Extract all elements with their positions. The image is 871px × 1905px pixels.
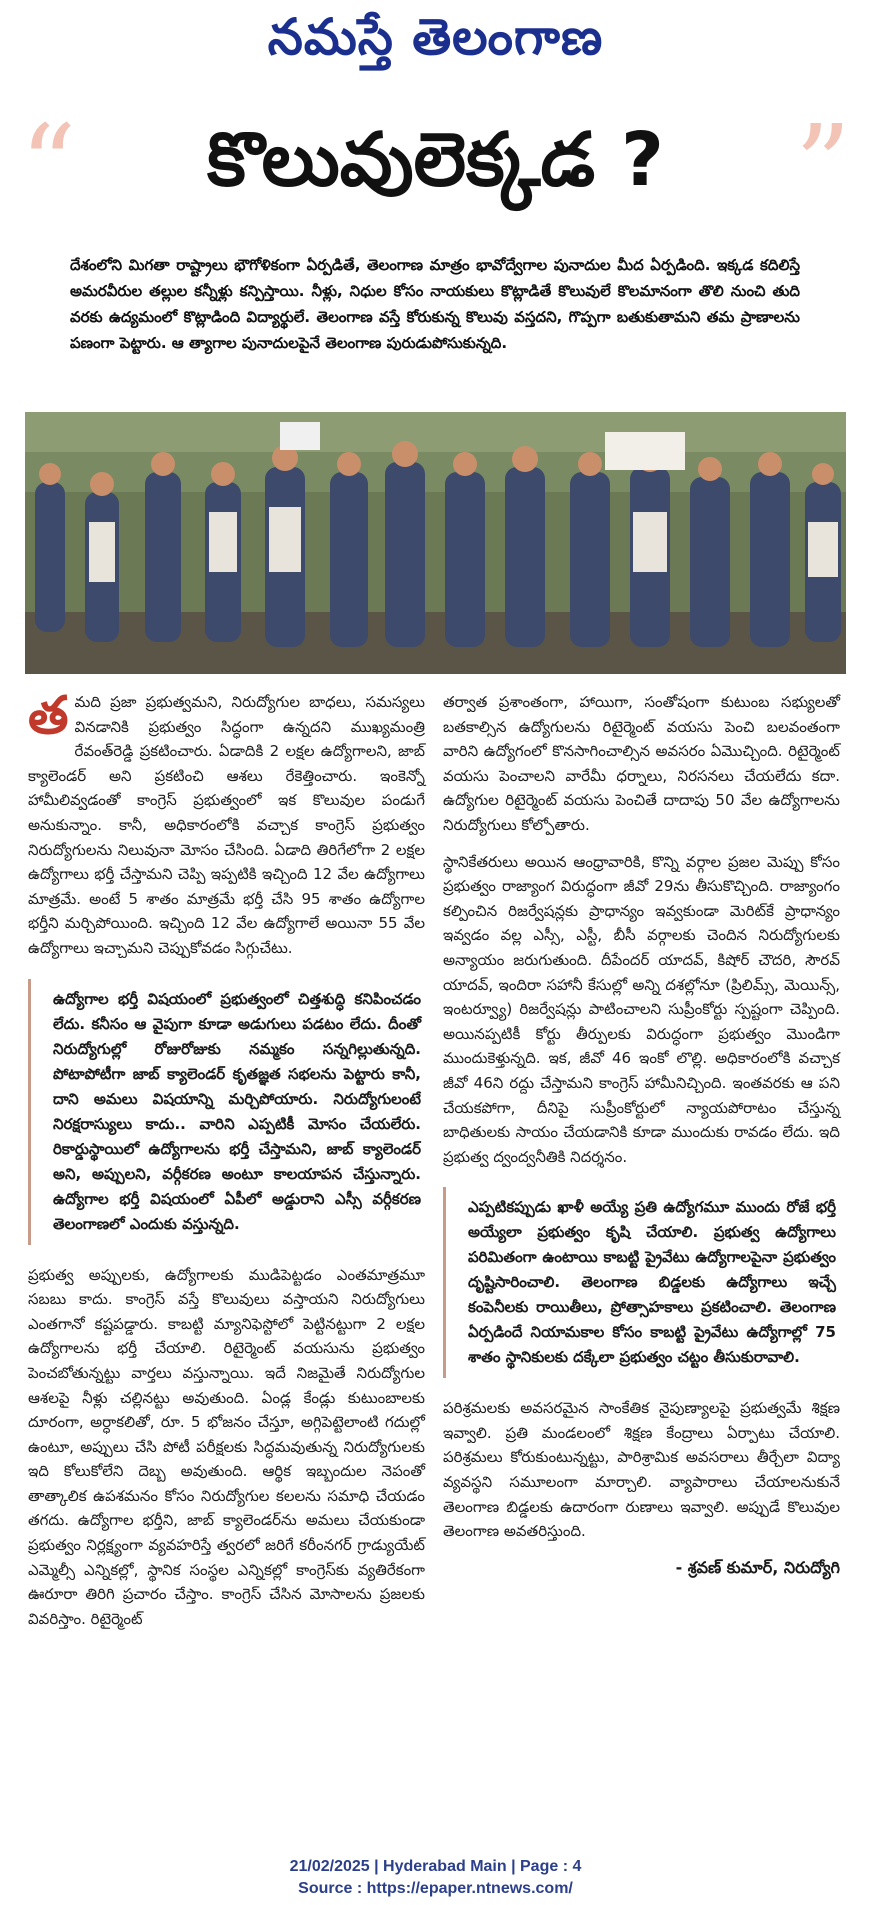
drop-cap: త <box>28 686 69 746</box>
intro-paragraph: దేశంలోని మిగతా రాష్ట్రాలు భౌగోళికంగా ఏర్పడితే, తెలంగాణ మాత్రం భావోద్వేగాల పునాదుల మీద ఏర్పడింది. ఇక్కడ కదిలిస్తే అమరవీరుల తల్లుల కన్నీళ్లు కన్పిస్తాయి. నీళ్లు, నిధుల కోసం నాయకులు కొట్లాడితే కొలువులే కొలమానంగా తొలి నుంచి తుది వరకు ఉద్యమంలో కొట్లాడింది విద్యార్థులే. తెలంగాణ వస్తే కోరుకున్న కొలువు వస్తదని, గొప్పగా బతుకుతామని తమ ప్రాణాలను పణంగా పెట్టారు. ఆ త్యాగాల పునాదులపైనే తెలంగాణ పురుడుపోసుకున్నది. <box>70 256 800 352</box>
pull-quote: ఉద్యోగాల భర్తీ విషయంలో ప్రభుత్వంలో చిత్తశుద్ధి కనిపించడం లేదు. కనీసం ఆ వైపుగా కూడా అడుగులు పడటం లేదు. దీంతో నిరుద్యోగుల్లో రోజురోజుకు నమ్మకం సన్నగిల్లుతున్నది. పోటాపోటీగా జాబ్ క్యాలెండర్ కృతజ్ఞత సభలను పెట్టారు కానీ, దాని అమలు విషయాన్ని మర్చిపోయారు. నిరుద్యోగులంటే నిరక్షరాస్యులు కాదు.. వారిని ఎప్పటికీ మోసం చేయలేరు. రికార్డుస్థాయిలో ఉద్యోగాలను భర్తీ చేస్తామని, జాబ్ క్యాలెండర్ అని, అప్పులని, వర్గీకరణ అంటూ కాలయాపన చేస్తున్నారు. ఉద్యోగాల భర్తీ విషయంలో ఏపీలో అడ్డురాని ఎస్సీ వర్గీకరణ తెలంగాణలో ఎందుకు వస్తున్నది. <box>28 979 425 1245</box>
author-byline: - శ్రవణ్ కుమార్, నిరుద్యోగి <box>675 1557 840 1577</box>
open-quote-mark: “ <box>20 101 77 229</box>
article-column-left <box>28 686 425 1643</box>
paragraph: తర్వాత ప్రశాంతంగా, హాయిగా, సంతోషంగా కుటుంబ సభ్యులతో బతకాల్సిన ఉద్యోగులను రిటైర్మెంట్ వయసు పెంచి బలవంతంగా వారిని ఉద్యోగంలో కొనసాగించాల్సిన అవసరం ఏమొచ్చింది. రిటైర్మెంట్ వయసు పెంచాలని వారేమీ ధర్నాలు, నిరసనలు చేయలేదు కదా. ఉద్యోగుల రిటైర్మెంట్ వయసు పెంచితే దాదాపు 50 వేల ఉద్యోగాలను నిరుద్యోగులు కోల్పోతారు. <box>443 693 840 834</box>
close-quote-mark: ” <box>794 101 851 229</box>
paragraph-text: మది ప్రజా ప్రభుత్వమని, నిరుద్యోగుల బాధలు, సమస్యలు వినడానికి ప్రభుత్వం సిద్ధంగా ఉన్నదని ముఖ్యమంత్రి రేవంత్‌రెడ్డి ప్రకటించారు. ఏడాదికి 2 లక్షల ఉద్యోగాలని, జాబ్ క్యాలెండర్ అని ప్రకటించి ఆశలు రేకెత్తించారు. ఇంకెన్నో హామీలివ్వడంతో కాంగ్రెస్ ప్రభుత్వంలో ఇక కొలువుల పండుగే అనుకున్నాం. కానీ, అధికారంలోకి వచ్చాక కాంగ్రెస్ ప్రభుత్వం నిరుద్యోగులను నిలువునా మోసం చేసింది. ఏడాది తిరిగేలోగా 2 లక్షల ఉద్యోగాలు భర్తీ చేస్తామని చెప్పి ఇప్పటికి ఇచ్చింది 12 వేల ఉద్యోగాలు మాత్రమే. అంటే 5 శాతం మాత్రమే భర్తీ చేసి 95 శాతం ఉద్యోగాల భర్తీని మర్చిపోయింది. ఇచ్చింది 12 వేల ఉద్యోగాలే అయినా 55 వేల ఉద్యోగాలు ఇచ్చామని చెప్పుకోవడం సిగ్గుచేటు. <box>28 693 425 957</box>
paragraph: స్థానికేతరులు అయిన ఆంధ్రావారికి, కొన్ని వర్గాల ప్రజల మెప్పు కోసం ప్రభుత్వం రాజ్యాంగ విరుద్ధంగా జీవో 29ను తీసుకొచ్చింది. రాజ్యాంగం కల్పించిన రిజర్వేషన్లకు ప్రాధాన్యం ఇవ్వకుండా మెరిట్‌కే ప్రాధాన్యం ఇవ్వడం వల్ల ఎస్సీ, ఎస్టీ, బీసీ వర్గాలకు చెందిన నిరుద్యోగులకు అన్యాయం జరుగుతుంది. దీపేందర్ యాదవ్, కిషోర్ చౌదరి, సౌరవ్ యాదవ్, ఇందిరా సహానీ కేసుల్లో అన్ని దశల్లోనూ (ప్రిలిమ్స్, మెయిన్స్, ఇంటర్వ్యూ) రిజర్వేషన్లు పాటించాలని సుప్రీంకోర్టు స్పష్టంగా చెప్పింది. అయినప్పటికీ కోర్టు తీర్పులకు విరుద్ధంగా ప్రభుత్వం మొండిగా ముందుకెళ్తున్నది. ఇక, జీవో 46 ఇంకో లొల్లి. అధికారంలోకి వచ్చాక జీవో 46ని రద్దు చేస్తామని కాంగ్రెస్ హామీనిచ్చింది. ఇంతవరకు ఆ పని చేయకపోగా, దీనిపై సుప్రీంకోర్టులో న్యాయపోరాటం చేస్తున్న బాధితులకు సాయం చేయడానికి కూడా ముందుకు రావడం లేదు. ఇది ప్రభుత్వ ద్వంద్వనీతికి నిదర్శనం. <box>443 852 840 1166</box>
masthead-logo: నమస్తే తెలంగాణ <box>267 8 604 66</box>
headline-row <box>0 101 871 240</box>
paragraph: పరిశ్రమలకు అవసరమైన సాంకేతిక నైపుణ్యాలపై ప్రభుత్వమే శిక్షణ ఇవ్వాలి. ప్రతి మండలంలో శిక్షణ కేంద్రాలు ఏర్పాటు చేయాలి. పరిశ్రమలు కోరుకుంటున్నట్టు, పారిశ్రామిక అవసరాలు తీర్చేలా విద్యా వ్యవస్థని సమూలంగా మార్చాలి. వ్యాపారాలు చేయాలనుకునే తెలంగాణ బిడ్డలకు ఉదారంగా రుణాలు ఇవ్వాలి. అప్పుడే కొలువుల తెలంగాణ అవతరిస్తుంది. <box>443 1399 840 1541</box>
footer-date-edition: 21/02/2025 | Hyderabad Main | Page : 4 <box>289 1858 582 1875</box>
protest-photo <box>25 412 846 674</box>
paragraph <box>28 686 425 961</box>
headline: కొలువులెక్కడ ? <box>207 117 664 203</box>
pull-quote: ఎప్పటికప్పుడు ఖాళీ అయ్యే ప్రతి ఉద్యోగమూ ముందు రోజే భర్తీ అయ్యేలా ప్రభుత్వం కృషి చేయాలి. ప్రభుత్వ ఉద్యోగాలు పరిమితంగా ఉంటాయి కాబట్టి ప్రైవేటు ఉద్యోగాలపైనా ప్రభుత్వం దృష్టిసారించాలి. తెలంగాణ బిడ్డలకు ఉద్యోగాలు ఇచ్చే కంపెనీలకు రాయితీలు, ప్రోత్సాహకాలు ప్రకటించాలి. తెలంగాణ ఏర్పడిందే నియామకాల కోసం కాబట్టి ప్రైవేటు ఉద్యోగాల్లో 75 శాతం స్థానికులకు దక్కేలా ప్రభుత్వం చట్టం తీసుకురావాలి. <box>443 1187 840 1378</box>
paragraph: ప్రభుత్వ అప్పులకు, ఉద్యోగాలకు ముడిపెట్టడం ఎంతమాత్రమూ సబబు కాదు. కాంగ్రెస్ వస్తే కొలువులు వస్తాయని నిరుద్యోగులు ఎంతగానో కష్టపడ్డారు. కాబట్టి మ్యానిఫెస్టోలో పెట్టినట్టుగా 2 లక్షల ఉద్యోగాలను భర్తీ చేయాలి. రిటైర్మెంట్ వయసును ప్రభుత్వం పెంచబోతున్నట్టు వార్తలు వస్తున్నాయి. ఇదే నిజమైతే నిరుద్యోగుల ఆశలపై నీళ్లు చల్లినట్టు అవుతుంది. ఏండ్ల కేండ్లు కుటుంబాలకు దూరంగా, అర్ధాకలితో, రూ. 5 భోజనం చేస్తూ, అగ్గిపెట్టెలాంటి గదుల్లో ఉంటూ, అప్పులు చేసి పోటీ పరీక్షలకు సిద్ధమవుతున్న నిరుద్యోగులకు ఇది కోలుకోలేని దెబ్బ అవుతుంది. ఆర్థిక ఇబ్బందుల నెపంతో తాత్కాలిక ఉపశమనం కోసం నిరుద్యోగుల కలలను సమాధి చేయడం తగదు. ఉద్యోగాల భర్తీని, జాబ్ క్యాలెండర్‌ను అమలు చేయకుండా ప్రభుత్వం నిర్లక్ష్యంగా వ్యవహరిస్తే త్వరలో జరిగే కరీంనగర్ గ్రాడ్యుయేట్ ఎమ్మెల్సీ ఎన్నికల్లో, స్థానిక సంస్థల ఎన్నికల్లో కాంగ్రెస్‌కు వ్యతిరేకంగా ఊరూరా తిరిగి ప్రచారం చేస్తాం. కాంగ్రెస్ చేసిన మోసాలను ప్రజలకు వివరిస్తాం. రిటైర్మెంట్ <box>28 1265 425 1628</box>
footer-source-link[interactable]: Source : https://epaper.ntnews.com/ <box>298 1880 573 1897</box>
article-column-right <box>443 690 840 1580</box>
